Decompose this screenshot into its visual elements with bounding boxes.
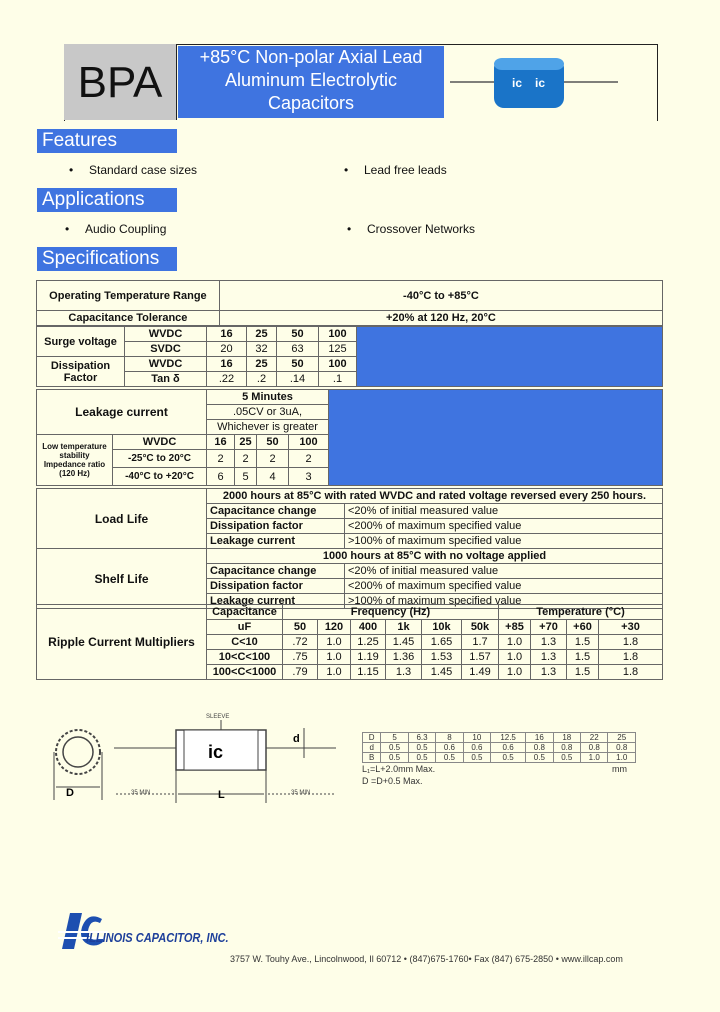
svg-text:ic: ic bbox=[512, 76, 523, 90]
ripple-col-header: +60 bbox=[567, 620, 599, 635]
ripple-col-header: 10k bbox=[422, 620, 462, 635]
wvdc-value: 25 bbox=[247, 357, 277, 372]
dimension-cell: 16 bbox=[526, 733, 553, 743]
dimension-cell: 0.5 bbox=[408, 753, 435, 763]
surge-label: Surge voltage bbox=[37, 327, 125, 357]
diss-factor-value: <200% of maximum specified value bbox=[345, 579, 663, 594]
ripple-col-header: 50k bbox=[462, 620, 499, 635]
ripple-value: 1.45 bbox=[386, 635, 422, 650]
tand-value: .2 bbox=[247, 372, 277, 387]
application-item: • Audio Coupling bbox=[85, 222, 166, 236]
ripple-value: 1.0 bbox=[318, 635, 351, 650]
series-name: BPA bbox=[64, 44, 177, 120]
features-heading: Features bbox=[37, 129, 177, 153]
ripple-value: 1.49 bbox=[462, 665, 499, 680]
load-life-header: 2000 hours at 85°C with rated WVDC and rated voltage reversed every 250 hours. bbox=[207, 489, 663, 504]
cap-change-value: <20% of initial measured value bbox=[345, 504, 663, 519]
voltage-table bbox=[36, 326, 663, 387]
ripple-table bbox=[36, 604, 663, 680]
wvdc-value: 100 bbox=[289, 435, 329, 450]
shelf-life-header: 1000 hours at 85°C with no voltage applied bbox=[207, 549, 663, 564]
ripple-value: 1.5 bbox=[567, 650, 599, 665]
lowtemp-row-label: -25°C to 20°C bbox=[113, 450, 207, 468]
ripple-value: 1.0 bbox=[499, 665, 531, 680]
ripple-value: 1.0 bbox=[499, 635, 531, 650]
dimension-cell: 1.0 bbox=[581, 753, 608, 763]
ripple-col-header: 50 bbox=[283, 620, 318, 635]
feature-item: • Lead free leads bbox=[364, 163, 447, 177]
wvdc-value: 50 bbox=[257, 435, 289, 450]
svg-text:ic: ic bbox=[208, 742, 224, 762]
lowtemp-row-label: -40°C to +20°C bbox=[113, 468, 207, 486]
wvdc-label: WVDC bbox=[125, 357, 207, 372]
ripple-value: 1.7 bbox=[462, 635, 499, 650]
product-title: +85°C Non-polar Axial Lead Aluminum Electrolytic Capacitors bbox=[178, 46, 444, 118]
ripple-col-header: +85 bbox=[499, 620, 531, 635]
lead-left-label: 35 MIN bbox=[131, 790, 151, 796]
note-d: D =D+0.5 Max. bbox=[362, 776, 423, 786]
lead-right-label: 35 MIN bbox=[291, 790, 311, 796]
ripple-value: 1.57 bbox=[462, 650, 499, 665]
blue-fill bbox=[329, 390, 663, 486]
ripple-value: 1.5 bbox=[567, 665, 599, 680]
dimension-cell: 0.8 bbox=[553, 743, 580, 753]
ripple-value: 1.15 bbox=[351, 665, 386, 680]
svdc-value: 20 bbox=[207, 342, 247, 357]
dimension-cell: D bbox=[363, 733, 381, 743]
dimension-cell: d bbox=[363, 743, 381, 753]
lowtemp-value: 3 bbox=[289, 468, 329, 486]
wvdc-value: 16 bbox=[207, 435, 235, 450]
dimension-cell: 10 bbox=[463, 733, 490, 743]
lowtemp-value: 2 bbox=[257, 450, 289, 468]
cap-tol-value: +20% at 120 Hz, 20°C bbox=[219, 311, 662, 326]
note-l1: L₁=L+2.0mm Max. bbox=[362, 764, 436, 774]
wvdc-value: 50 bbox=[277, 327, 319, 342]
ripple-value: 1.0 bbox=[318, 650, 351, 665]
dimension-cell: 22 bbox=[581, 733, 608, 743]
dimension-drawing bbox=[36, 708, 366, 803]
dimension-cell: 6.3 bbox=[408, 733, 435, 743]
ripple-row-label: C<10 bbox=[207, 635, 283, 650]
wvdc-value: 100 bbox=[319, 357, 357, 372]
ripple-value: 1.19 bbox=[351, 650, 386, 665]
leak-current-label: Leakage current bbox=[207, 534, 345, 549]
dimension-cell: 0.5 bbox=[436, 753, 463, 763]
dimension-cell: 0.6 bbox=[463, 743, 490, 753]
dimension-cell: 0.6 bbox=[491, 743, 526, 753]
svdc-value: 125 bbox=[319, 342, 357, 357]
dimension-table bbox=[362, 732, 636, 763]
ripple-value: 1.53 bbox=[422, 650, 462, 665]
leak-current-label: Leakage current bbox=[207, 594, 345, 609]
dimension-cell: 0.8 bbox=[526, 743, 553, 753]
ripple-col-header: 1k bbox=[386, 620, 422, 635]
spec-table bbox=[36, 280, 663, 326]
wvdc-value: 25 bbox=[235, 435, 257, 450]
lowtemp-value: 6 bbox=[207, 468, 235, 486]
svdc-label: SVDC bbox=[125, 342, 207, 357]
wvdc-value: 16 bbox=[207, 327, 247, 342]
wvdc-value: 25 bbox=[247, 327, 277, 342]
wvdc-label: WVDC bbox=[125, 327, 207, 342]
dimension-cell: 18 bbox=[553, 733, 580, 743]
ripple-value: 1.8 bbox=[599, 665, 663, 680]
op-temp-value: -40°C to +85°C bbox=[219, 281, 662, 311]
ripple-value: .75 bbox=[283, 650, 318, 665]
company-name: ILLINOIS CAPACITOR, INC. bbox=[86, 930, 229, 945]
dimension-row bbox=[363, 733, 636, 743]
tand-value: .1 bbox=[319, 372, 357, 387]
dimension-cell: 0.5 bbox=[491, 753, 526, 763]
dimension-row bbox=[363, 753, 636, 763]
sleeve-label: SLEEVE bbox=[206, 714, 230, 720]
dimension-cell: 0.5 bbox=[463, 753, 490, 763]
op-temp-label: Operating Temperature Range bbox=[37, 281, 220, 311]
leak-current-value: >100% of maximum specified value bbox=[345, 534, 663, 549]
shelf-life-label: Shelf Life bbox=[37, 549, 207, 609]
ripple-value: 1.3 bbox=[531, 635, 567, 650]
ripple-value: 1.8 bbox=[599, 635, 663, 650]
cap-change-value: <20% of initial measured value bbox=[345, 564, 663, 579]
company-address: 3757 W. Touhy Ave., Lincolnwood, Il 60712 • (847)675-1760• Fax (847) 675-2850 • www.illcap.com bbox=[230, 954, 623, 964]
specifications-heading: Specifications bbox=[37, 247, 177, 271]
ripple-value: 1.36 bbox=[386, 650, 422, 665]
capacitor-image bbox=[450, 52, 620, 112]
d1-label: D bbox=[66, 787, 74, 799]
dimension-cell: 0.8 bbox=[581, 743, 608, 753]
lowtemp-value: 5 bbox=[235, 468, 257, 486]
ripple-value: .72 bbox=[283, 635, 318, 650]
ripple-value: 1.3 bbox=[531, 650, 567, 665]
leakage-minutes: 5 Minutes bbox=[207, 390, 329, 405]
dimension-cell: 0.5 bbox=[553, 753, 580, 763]
dimension-cell: 0.5 bbox=[408, 743, 435, 753]
svdc-value: 63 bbox=[277, 342, 319, 357]
ripple-row-label: 100<C<1000 bbox=[207, 665, 283, 680]
lowtemp-value: 4 bbox=[257, 468, 289, 486]
wvdc-value: 16 bbox=[207, 357, 247, 372]
L-label: L bbox=[218, 789, 225, 801]
svdc-value: 32 bbox=[247, 342, 277, 357]
diss-factor-value: <200% of maximum specified value bbox=[345, 519, 663, 534]
leakage-table bbox=[36, 389, 663, 486]
wvdc-value: 50 bbox=[277, 357, 319, 372]
leakage-label: Leakage current bbox=[37, 390, 207, 435]
svg-text:ic: ic bbox=[535, 76, 546, 90]
wvdc-label: WVDC bbox=[113, 435, 207, 450]
lowtemp-value: 2 bbox=[235, 450, 257, 468]
tand-value: .14 bbox=[277, 372, 319, 387]
ripple-value: 1.25 bbox=[351, 635, 386, 650]
dimension-cell: 25 bbox=[608, 733, 636, 743]
ripple-label: Ripple Current Multipliers bbox=[37, 605, 207, 680]
dimension-cell: 0.6 bbox=[436, 743, 463, 753]
dimension-cell: 0.5 bbox=[526, 753, 553, 763]
lowtemp-value: 2 bbox=[207, 450, 235, 468]
d-label: d bbox=[293, 733, 300, 745]
dimension-cell: 0.5 bbox=[381, 743, 408, 753]
dimension-cell: 12.5 bbox=[491, 733, 526, 743]
ripple-freq-header: Frequency (Hz) bbox=[283, 605, 499, 620]
feature-item: • Standard case sizes bbox=[89, 163, 197, 177]
diss-factor-label: Dissipation factor bbox=[207, 579, 345, 594]
cap-change-label: Capacitance change bbox=[207, 504, 345, 519]
ripple-value: 1.0 bbox=[499, 650, 531, 665]
dimension-cell: 1.0 bbox=[608, 753, 636, 763]
lowtemp-value: 2 bbox=[289, 450, 329, 468]
dimension-cell: 0.5 bbox=[381, 753, 408, 763]
ripple-value: 1.3 bbox=[386, 665, 422, 680]
load-life-label: Load Life bbox=[37, 489, 207, 549]
ripple-value: 1.5 bbox=[567, 635, 599, 650]
cap-tol-label: Capacitance Tolerance bbox=[37, 311, 220, 326]
ripple-value: 1.45 bbox=[422, 665, 462, 680]
dimension-row bbox=[363, 743, 636, 753]
ripple-col-header: 120 bbox=[318, 620, 351, 635]
lowtemp-label: Low temperature stability Impedance ratio (120 Hz) bbox=[37, 435, 113, 486]
ripple-value: 1.0 bbox=[318, 665, 351, 680]
dimension-cell: B bbox=[363, 753, 381, 763]
ripple-value: 1.65 bbox=[422, 635, 462, 650]
ripple-value: 1.8 bbox=[599, 650, 663, 665]
dimension-cell: 0.8 bbox=[608, 743, 636, 753]
wvdc-value: 100 bbox=[319, 327, 357, 342]
ripple-col-header: 400 bbox=[351, 620, 386, 635]
blue-fill bbox=[357, 327, 663, 387]
ripple-cap-header: Capacitance bbox=[207, 605, 283, 620]
ripple-row-label: 10<C<100 bbox=[207, 650, 283, 665]
ripple-col-header: +70 bbox=[531, 620, 567, 635]
cap-change-label: Capacitance change bbox=[207, 564, 345, 579]
application-item: • Crossover Networks bbox=[367, 222, 475, 236]
tand-value: .22 bbox=[207, 372, 247, 387]
life-table bbox=[36, 488, 663, 609]
dimension-cell: 5 bbox=[381, 733, 408, 743]
dissipation-label: Dissipation Factor bbox=[37, 357, 125, 387]
ripple-uf-header: uF bbox=[207, 620, 283, 635]
unit-label: mm bbox=[612, 764, 627, 774]
ripple-value: .79 bbox=[283, 665, 318, 680]
diss-factor-label: Dissipation factor bbox=[207, 519, 345, 534]
ripple-col-header: +30 bbox=[599, 620, 663, 635]
applications-heading: Applications bbox=[37, 188, 177, 212]
ripple-value: 1.3 bbox=[531, 665, 567, 680]
leak-current-value: >100% of maximum specified value bbox=[345, 594, 663, 609]
dimension-cell: 8 bbox=[436, 733, 463, 743]
leakage-formula: .05CV or 3uA, bbox=[207, 405, 329, 420]
ripple-temp-header: Temperature (°C) bbox=[499, 605, 663, 620]
tand-label: Tan δ bbox=[125, 372, 207, 387]
leakage-whichever: Whichever is greater bbox=[207, 420, 329, 435]
